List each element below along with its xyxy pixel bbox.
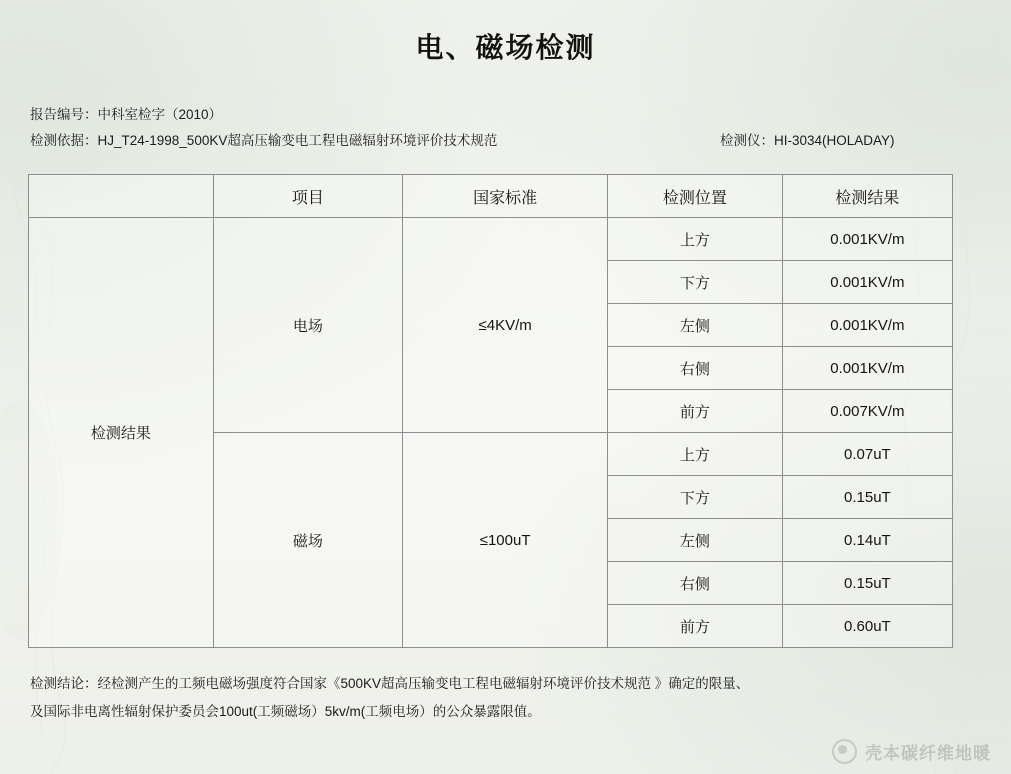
table-header-row <box>29 175 953 218</box>
wechat-logo-icon <box>832 739 857 764</box>
position-cell: 下方 <box>608 261 783 304</box>
result-cell: 0.15uT <box>782 562 952 605</box>
header-result: 检测结果 <box>782 175 952 218</box>
position-cell: 左侧 <box>608 519 783 562</box>
group-standard-1: ≤100uT <box>403 433 608 648</box>
conclusion-line-2: 及国际非电离性辐射保护委员会100ut(工频磁场）5kv/m(工频电场）的公众暴露限值。 <box>30 704 541 719</box>
position-cell: 左侧 <box>608 304 783 347</box>
result-cell: 0.001KV/m <box>782 304 952 347</box>
result-cell: 0.60uT <box>782 605 952 648</box>
header-blank <box>29 175 214 218</box>
position-cell: 下方 <box>608 476 783 519</box>
result-cell: 0.001KV/m <box>782 218 952 261</box>
position-cell: 前方 <box>608 605 783 648</box>
result-cell: 0.001KV/m <box>782 261 952 304</box>
header-position: 检测位置 <box>608 175 783 218</box>
group-item-0: 电场 <box>213 218 403 433</box>
detection-basis: 检测依据：HJ_T24-1998_500KV超高压输变电工程电磁辐射环境评价技术规范 <box>30 133 498 148</box>
header-item: 项目 <box>213 175 403 218</box>
instrument: 检测仪：HI-3034(HOLADAY) <box>720 133 895 148</box>
report-number: 报告编号：中科室检字（2010） <box>30 107 223 122</box>
watermark-text: 壳本碳纤维地暖 <box>865 744 991 763</box>
result-cell: 0.001KV/m <box>782 347 952 390</box>
group-standard-0: ≤4KV/m <box>403 218 608 433</box>
detection-result-table <box>28 174 953 648</box>
table-row <box>29 218 953 261</box>
result-cell: 0.14uT <box>782 519 952 562</box>
detection-basis-row <box>30 128 1011 154</box>
conclusion-line-1: 检测结论：经检测产生的工频电磁场强度符合国家《500KV超高压输变电工程电磁辐射环境评价技术规范 》确定的限量、 <box>30 676 750 691</box>
row-label-detection-result: 检测结果 <box>29 218 214 648</box>
result-cell: 0.07uT <box>782 433 952 476</box>
position-cell: 上方 <box>608 218 783 261</box>
group-item-1: 磁场 <box>213 433 403 648</box>
position-cell: 右侧 <box>608 562 783 605</box>
position-cell: 右侧 <box>608 347 783 390</box>
result-cell: 0.007KV/m <box>782 390 952 433</box>
watermark <box>832 739 991 764</box>
position-cell: 上方 <box>608 433 783 476</box>
report-meta <box>30 102 1011 154</box>
page-title: 电、磁场检测 <box>415 32 596 63</box>
conclusion <box>30 670 960 726</box>
result-cell: 0.15uT <box>782 476 952 519</box>
header-standard: 国家标准 <box>403 175 608 218</box>
position-cell: 前方 <box>608 390 783 433</box>
